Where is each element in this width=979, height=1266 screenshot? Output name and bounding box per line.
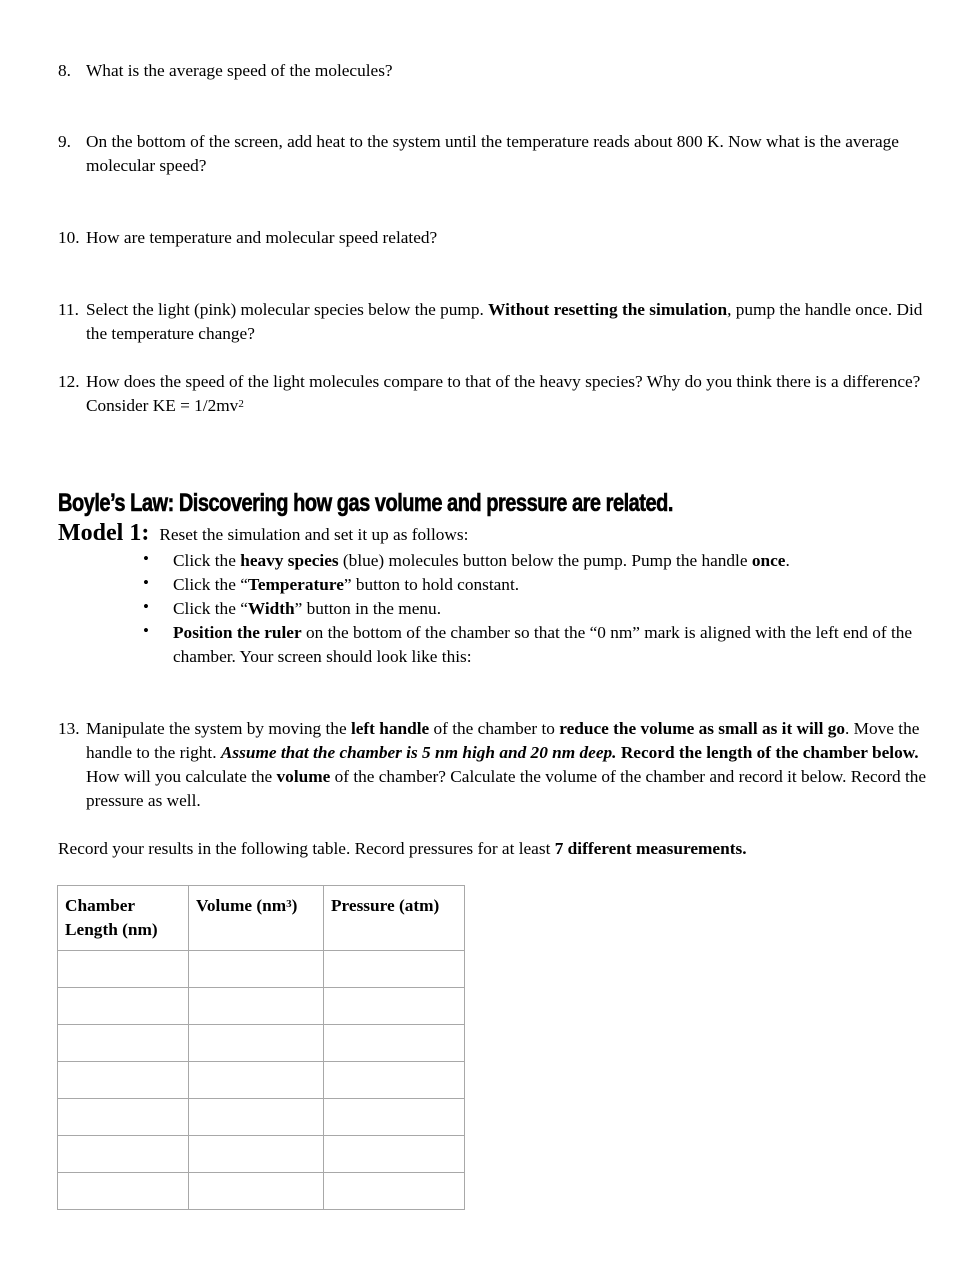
question-text: [86, 370, 928, 418]
text-run: (blue) molecules button below the pump. Pump the handle: [338, 551, 752, 570]
pressure-cell[interactable]: [324, 1099, 465, 1136]
volume-cell[interactable]: [189, 1173, 324, 1210]
emphasis-text: Without resetting the simulation: [488, 300, 728, 319]
list-item: [140, 549, 920, 573]
text-run: of the chamber? Calculate the volume of the chamber and record it below. Record the pressure as well.: [86, 767, 927, 810]
text-run: Click the: [173, 551, 241, 570]
emphasis-text: 3: [286, 898, 292, 910]
table-row: [58, 1062, 465, 1099]
emphasis-text: Position the ruler: [173, 623, 302, 642]
bullet-icon: •: [143, 621, 149, 640]
pressure-cell[interactable]: [324, 951, 465, 988]
question-text: [86, 59, 928, 83]
emphasis-text: once: [751, 551, 786, 570]
pressure-cell[interactable]: [324, 988, 465, 1025]
emphasis-text: volume: [276, 767, 331, 786]
emphasis-text: 2: [238, 398, 244, 410]
text-run: How will you calculate the: [86, 767, 277, 786]
text-run: , pump the handle once. Did the temperature change?: [86, 300, 923, 343]
text-run: Volume (nm: [196, 896, 287, 915]
emphasis-text: Width: [247, 599, 295, 618]
question-13: [58, 717, 928, 813]
length-cell[interactable]: [58, 951, 189, 988]
model-intro: [58, 518, 468, 550]
volume-cell[interactable]: [189, 1099, 324, 1136]
header-pressure: [324, 886, 465, 951]
question-number: 8.: [58, 61, 71, 80]
pressure-cell[interactable]: [324, 1136, 465, 1173]
list-item: [140, 621, 920, 669]
setup-list: [140, 549, 920, 669]
question-text: [86, 130, 928, 178]
text-run: Chamber Length (nm): [65, 896, 158, 939]
pressure-cell[interactable]: [324, 1025, 465, 1062]
bullet-icon: •: [143, 549, 149, 568]
emphasis-text: left handle: [350, 719, 430, 738]
header-volume: [189, 886, 324, 951]
question-number: 10.: [58, 228, 80, 247]
length-cell[interactable]: [58, 1025, 189, 1062]
length-cell[interactable]: [58, 988, 189, 1025]
question-text: [86, 717, 928, 813]
list-item-text: [173, 575, 519, 594]
bullet-icon: •: [143, 597, 149, 616]
text-run: Pressure (atm): [331, 896, 440, 915]
question-11: [58, 298, 928, 346]
text-run: What is the average speed of the molecules?: [86, 61, 393, 80]
volume-cell[interactable]: [189, 1062, 324, 1099]
emphasis-text: reduce the volume as small as it will go: [559, 719, 846, 738]
model-title: Model 1:: [58, 520, 150, 546]
text-run: How are temperature and molecular speed related?: [86, 228, 438, 247]
text-run: Click the “: [173, 575, 248, 594]
text-run: Manipulate the system by moving the: [86, 719, 351, 738]
question-8: [58, 59, 928, 83]
length-cell[interactable]: [58, 1136, 189, 1173]
emphasis-text: heavy species: [240, 551, 339, 570]
emphasis-text: Temperature: [247, 575, 344, 594]
record-instructions: [58, 837, 747, 861]
table-row: [58, 1099, 465, 1136]
list-item-text: [173, 623, 912, 666]
pressure-cell[interactable]: [324, 1062, 465, 1099]
question-number: 11.: [58, 300, 79, 319]
emphasis-text: 7 different measurements.: [554, 839, 747, 858]
section-heading: Boyle’s Law: Discovering how gas volume and pressure are related.: [58, 489, 673, 517]
text-run: How does the speed of the light molecules compare to that of the heavy species? Why do you think there is a difference? Consider KE = 1/2mv: [86, 372, 921, 415]
text-run: .: [785, 551, 790, 570]
question-number: 13.: [58, 719, 80, 738]
question-12: [58, 370, 928, 418]
volume-cell[interactable]: [189, 951, 324, 988]
text-run: On the bottom of the screen, add heat to the system until the temperature reads about 800 K. Now what is the average molecular speed?: [86, 132, 899, 175]
text-run: Select the light (pink) molecular species below the pump.: [86, 300, 489, 319]
table-header-row: [58, 886, 465, 951]
question-text: [86, 298, 928, 346]
header-chamber-length: [58, 886, 189, 951]
list-item-text: [173, 551, 790, 570]
volume-cell[interactable]: [189, 1136, 324, 1173]
list-item: [140, 573, 920, 597]
bullet-icon: •: [143, 573, 149, 592]
text-run: ” button in the menu.: [294, 599, 442, 618]
question-text: [86, 226, 928, 250]
emphasis-text: Assume that the chamber is 5 nm high and 20 nm deep.: [220, 743, 617, 762]
length-cell[interactable]: [58, 1062, 189, 1099]
volume-cell[interactable]: [189, 1025, 324, 1062]
table-row: [58, 988, 465, 1025]
text-run: on the bottom of the chamber so that the “0 nm” mark is aligned with the left end of the chamber. Your screen should look like this:: [173, 623, 913, 666]
question-number: 12.: [58, 372, 80, 391]
text-run: Click the “: [173, 599, 248, 618]
table-row: [58, 1173, 465, 1210]
pressure-cell[interactable]: [324, 1173, 465, 1210]
length-cell[interactable]: [58, 1099, 189, 1136]
results-table: [57, 885, 465, 1210]
text-run: ” button to hold constant.: [343, 575, 520, 594]
table-row: [58, 951, 465, 988]
length-cell[interactable]: [58, 1173, 189, 1210]
text-run: ): [291, 896, 298, 915]
table-row: [58, 1136, 465, 1173]
volume-cell[interactable]: [189, 988, 324, 1025]
table-row: [58, 1025, 465, 1062]
model-text: Reset the simulation and set it up as follows:: [159, 525, 469, 544]
list-item-text: [173, 599, 441, 618]
emphasis-text: Record the length of the chamber below.: [620, 743, 919, 762]
question-9: [58, 130, 928, 178]
question-10: [58, 226, 928, 250]
text-run: Record your results in the following table. Record pressures for at least: [58, 839, 555, 858]
text-run: of the chamber to: [429, 719, 560, 738]
list-item: [140, 597, 920, 621]
text-run: . Move the handle to the right.: [86, 719, 920, 762]
question-number: 9.: [58, 132, 71, 151]
